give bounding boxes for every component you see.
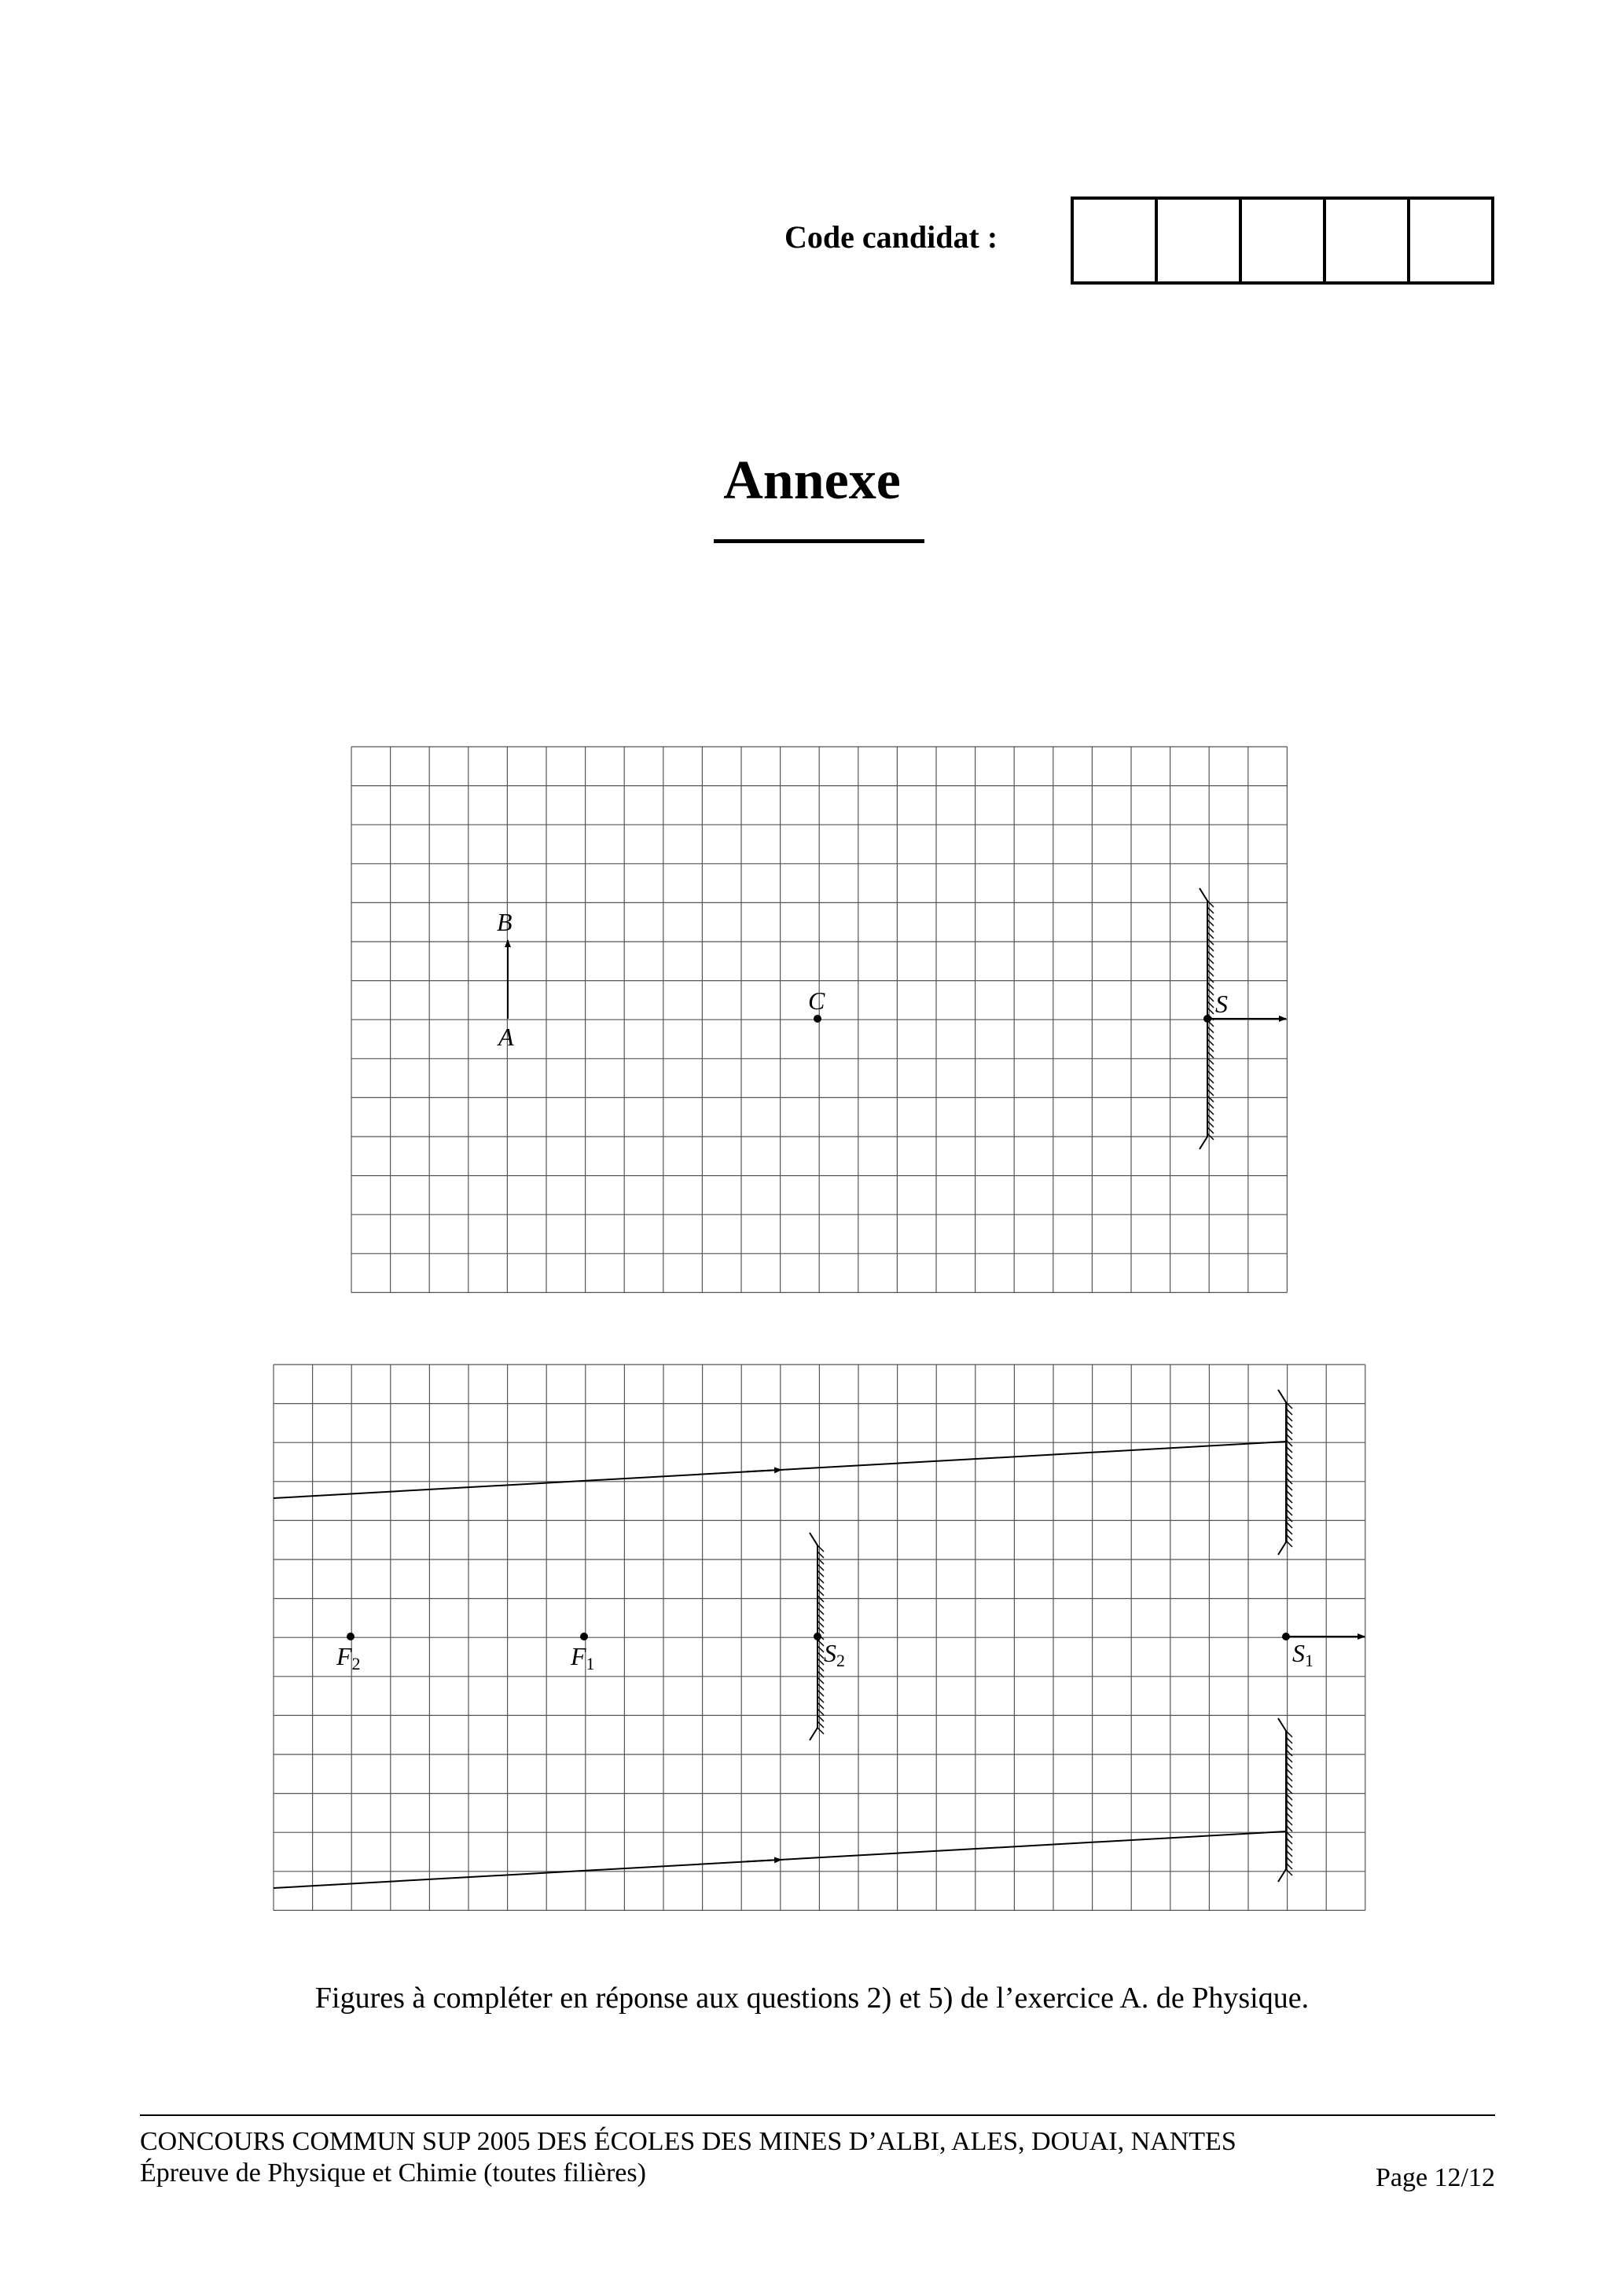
- mirror-hatch: [1207, 1052, 1214, 1058]
- mirror-hatch: [818, 1665, 824, 1671]
- mirror-hatch: [818, 1652, 824, 1659]
- figure2-point-f1: [580, 1633, 588, 1640]
- mirror-hatch: [818, 1564, 824, 1570]
- figure2-label-f1: F1: [571, 1642, 595, 1673]
- figure2-label-f2: F2: [336, 1642, 361, 1673]
- figure2-label-s2: S2: [824, 1639, 845, 1670]
- footer-page-number: Page 12/12: [1375, 2163, 1495, 2192]
- mirror-hatch: [818, 1602, 824, 1608]
- mirror-hatch: [818, 1621, 824, 1627]
- mirror-hatch: [818, 1545, 824, 1552]
- mirror-hatch: [818, 1558, 824, 1564]
- mirror-hatch: [1207, 1039, 1214, 1045]
- mirror-hatch: [1207, 907, 1214, 913]
- figure2-secondary-mirror: [810, 1533, 824, 1740]
- figure1-mirror: [1200, 888, 1214, 1149]
- mirror-hatch: [1207, 1115, 1214, 1121]
- mirror-hatch: [1207, 920, 1214, 926]
- mirror-hatch: [1207, 1020, 1214, 1027]
- mirror-hatch: [1207, 1089, 1214, 1096]
- mirror-hatch: [1207, 951, 1214, 957]
- figure2-ray-bottom-arrow: [747, 1860, 781, 1861]
- mirror-hatch: [1207, 1071, 1214, 1077]
- mirror-hatch: [818, 1615, 824, 1621]
- mirror-hatch: [818, 1696, 824, 1703]
- footer-exam-name: Épreuve de Physique et Chimie (toutes filières): [140, 2158, 646, 2188]
- mirror-hatch: [1207, 1045, 1214, 1052]
- mirror-hatch: [1207, 913, 1214, 920]
- mirror-hatch: [818, 1646, 824, 1652]
- mirror-hatch: [1207, 1096, 1214, 1102]
- mirror-hatch: [818, 1583, 824, 1589]
- mirror-hatch: [1207, 1127, 1214, 1133]
- mirror-hatch: [1207, 1008, 1214, 1014]
- mirror-hatch: [818, 1728, 824, 1734]
- mirror-hatch: [818, 1589, 824, 1596]
- mirror-hatch: [818, 1677, 824, 1684]
- mirror-hatch: [1207, 1033, 1214, 1039]
- mirror-hatch: [818, 1703, 824, 1709]
- mirror-hatch: [1207, 970, 1214, 976]
- figure2-point-f2: [347, 1633, 355, 1640]
- mirror-hatch: [818, 1570, 824, 1577]
- mirror-hatch: [1207, 957, 1214, 964]
- mirror-hatch: [818, 1721, 824, 1728]
- figure2-point-s1: [1282, 1633, 1290, 1640]
- mirror-hatch: [1207, 976, 1214, 983]
- mirror-hatch: [1207, 1077, 1214, 1083]
- mirror-hatch: [1207, 995, 1214, 1001]
- mirror-hatch: [1207, 932, 1214, 939]
- mirror-hatch: [1207, 1108, 1214, 1115]
- mirror-hatch: [818, 1659, 824, 1665]
- mirror-hatch: [818, 1608, 824, 1615]
- mirror-hatch: [1207, 964, 1214, 970]
- mirror-hatch: [1207, 1083, 1214, 1089]
- mirror-line: [1278, 1718, 1286, 1882]
- mirror-hatch: [1207, 1102, 1214, 1108]
- mirror-hatch: [818, 1640, 824, 1646]
- mirror-hatch: [818, 1690, 824, 1696]
- mirror-hatch: [1207, 901, 1214, 907]
- mirror-hatch: [1207, 1064, 1214, 1071]
- mirror-hatch: [1207, 926, 1214, 932]
- figure1-label-s: S: [1215, 990, 1228, 1018]
- figure-caption: Figures à compléter en réponse aux questions 2) et 5) de l’exercice A. de Physique.: [314, 1982, 1310, 2015]
- figure2-primary-mirror-top: [1278, 1390, 1292, 1555]
- figure1-label-a: A: [498, 1023, 514, 1051]
- mirror-hatch: [818, 1552, 824, 1558]
- figure2-label-s1: S1: [1292, 1639, 1314, 1670]
- page-title: Annexe: [723, 450, 901, 511]
- mirror-line: [1278, 1390, 1286, 1555]
- figure2-primary-mirror-bottom: [1278, 1718, 1292, 1882]
- figure1: [497, 888, 1286, 1149]
- figure1-point-c: [814, 1015, 821, 1023]
- mirror-hatch: [818, 1715, 824, 1721]
- mirror-hatch: [1207, 1027, 1214, 1033]
- figure2-ray-top-arrow: [747, 1470, 781, 1471]
- mirror-hatch: [818, 1684, 824, 1690]
- mirror-hatch: [818, 1709, 824, 1715]
- footer-rule: [140, 2114, 1495, 2116]
- code-candidat-label: Code candidat :: [784, 219, 998, 255]
- figure1-label-b: B: [497, 908, 513, 936]
- figure1-label-c: C: [808, 986, 825, 1015]
- mirror-hatch: [1207, 989, 1214, 995]
- footer-contest-title: CONCOURS COMMUN SUP 2005 DES ÉCOLES DES MINES D’ALBI, ALES, DOUAI, NANTES: [140, 2127, 1236, 2156]
- mirror-hatch: [818, 1627, 824, 1633]
- mirror-hatch: [1207, 983, 1214, 989]
- mirror-hatch: [1207, 1001, 1214, 1008]
- mirror-hatch: [1207, 1121, 1214, 1127]
- mirror-hatch: [1207, 945, 1214, 951]
- mirror-hatch: [818, 1577, 824, 1583]
